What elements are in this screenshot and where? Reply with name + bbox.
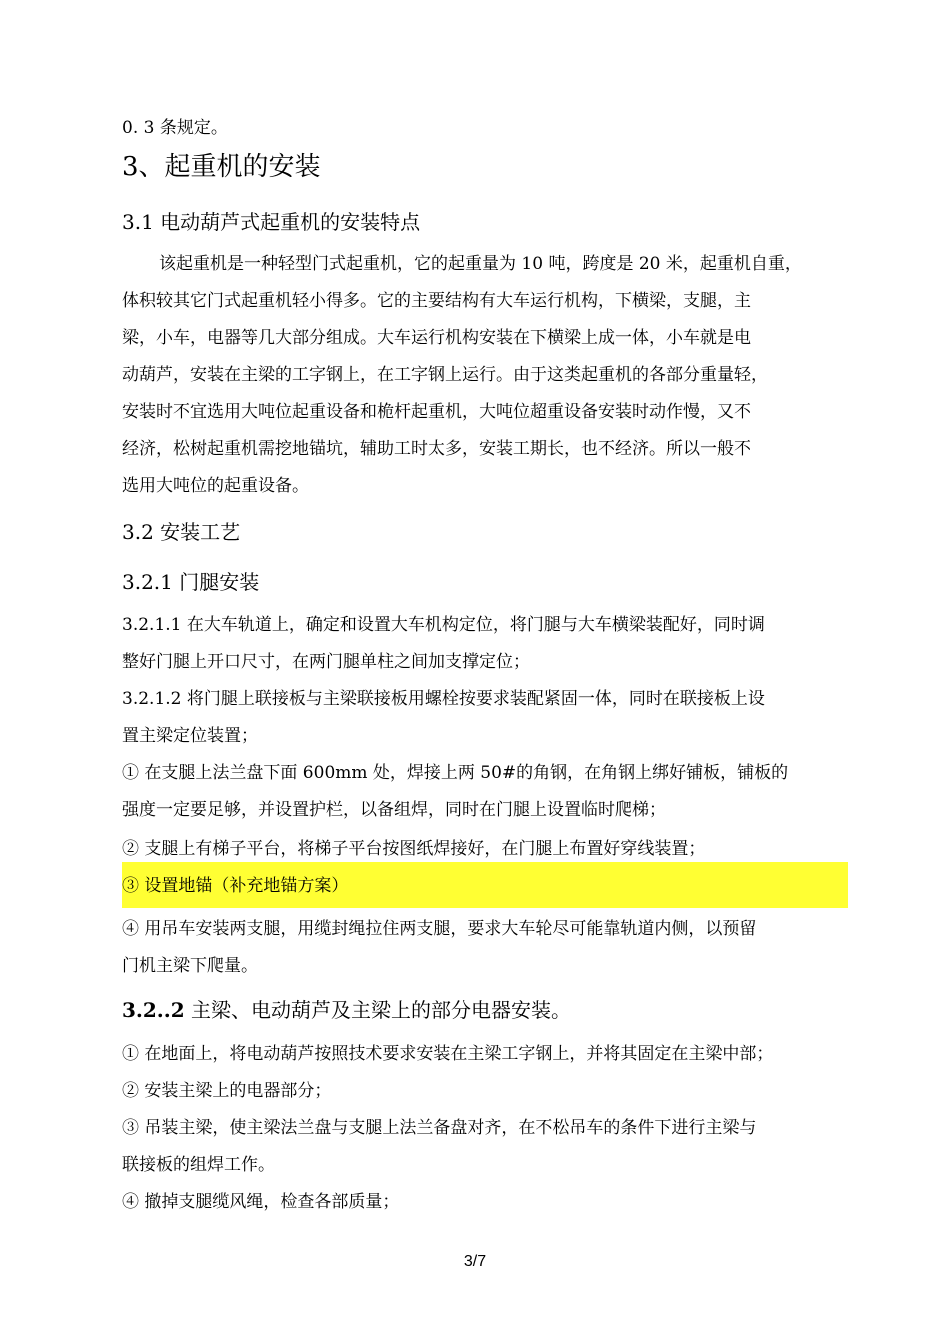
heading-number: 3.2..2 xyxy=(122,998,185,1022)
list-item: 强度一定要足够，并设置护栏，以备组焊，同时在门腿上设置临时爬梯； xyxy=(122,800,666,820)
list-item-highlighted: ③ 设置地锚（补充地锚方案） xyxy=(122,876,349,896)
paragraph-line: 梁，小车，电器等几大部分组成。大车运行机构安装在下横梁上成一体，小车就是电 xyxy=(122,328,751,348)
paragraph-line: 选用大吨位的起重设备。 xyxy=(122,476,309,496)
subsection-heading: 3.1 电动葫芦式起重机的安装特点 xyxy=(122,210,421,234)
subsubsection-heading: 3.2.1 门腿安装 xyxy=(122,570,260,594)
list-item: ① 在支腿上法兰盘下面 600mm 处，焊接上两 50#的角钢，在角钢上绑好铺板，铺板的 xyxy=(122,763,789,783)
list-item: ② 支腿上有梯子平台，将梯子平台按图纸焊接好，在门腿上布置好穿线装置； xyxy=(122,839,706,859)
list-item: ④ 用吊车安装两支腿，用缆封绳拉住两支腿，要求大车轮尽可能靠轨道内侧，以预留 xyxy=(122,919,757,939)
list-item: ④ 撤掉支腿缆风绳，检查各部质量； xyxy=(122,1192,400,1212)
list-item: 联接板的组焊工作。 xyxy=(122,1155,275,1175)
list-item: ① 在地面上，将电动葫芦按照技术要求安装在主梁工字钢上，并将其固定在主梁中部； xyxy=(122,1044,774,1064)
list-item: ③ 吊装主梁，使主梁法兰盘与支腿上法兰备盘对齐，在不松吊车的条件下进行主梁与 xyxy=(122,1118,757,1138)
heading-text: 主梁、电动葫芦及主梁上的部分电器安装。 xyxy=(184,998,571,1022)
paragraph-line: 该起重机是一种轻型门式起重机，它的起重量为 10 吨，跨度是 20 米，起重机自重， xyxy=(159,254,802,274)
subsubsection-heading xyxy=(122,996,571,1024)
paragraph-line: 动葫芦，安装在主梁的工字钢上，在工字钢上运行。由于这类起重机的各部分重量轻， xyxy=(122,365,768,385)
list-item: 门机主梁下爬量。 xyxy=(122,956,258,976)
clause-line: 3.2.1.2 将门腿上联接板与主梁联接板用螺栓按要求装配紧固一体，同时在联接板上设 xyxy=(122,689,765,709)
clause-line: 整好门腿上开口尺寸，在两门腿单柱之间加支撑定位； xyxy=(122,652,530,672)
clause-line: 置主梁定位装置； xyxy=(122,726,258,746)
paragraph-line: 安装时不宜选用大吨位起重设备和桅杆起重机，大吨位超重设备安装时动作慢，又不 xyxy=(122,402,751,422)
section-heading: 3、起重机的安装 xyxy=(122,152,321,182)
clause-line: 3.2.1.1 在大车轨道上，确定和设置大车机构定位，将门腿与大车横梁装配好，同时调 xyxy=(122,615,765,635)
page-number: 3/7 xyxy=(463,1253,487,1270)
paragraph-line: 体积较其它门式起重机轻小得多。它的主要结构有大车运行机构，下横梁，支腿，主 xyxy=(122,291,751,311)
list-item: ② 安装主梁上的电器部分； xyxy=(122,1081,332,1101)
text-line: 0. 3 条规定。 xyxy=(122,118,228,138)
paragraph-line: 经济，松树起重机需挖地锚坑，辅助工时太多，安装工期长，也不经济。所以一般不 xyxy=(122,439,751,459)
subsection-heading: 3.2 安装工艺 xyxy=(122,520,241,544)
